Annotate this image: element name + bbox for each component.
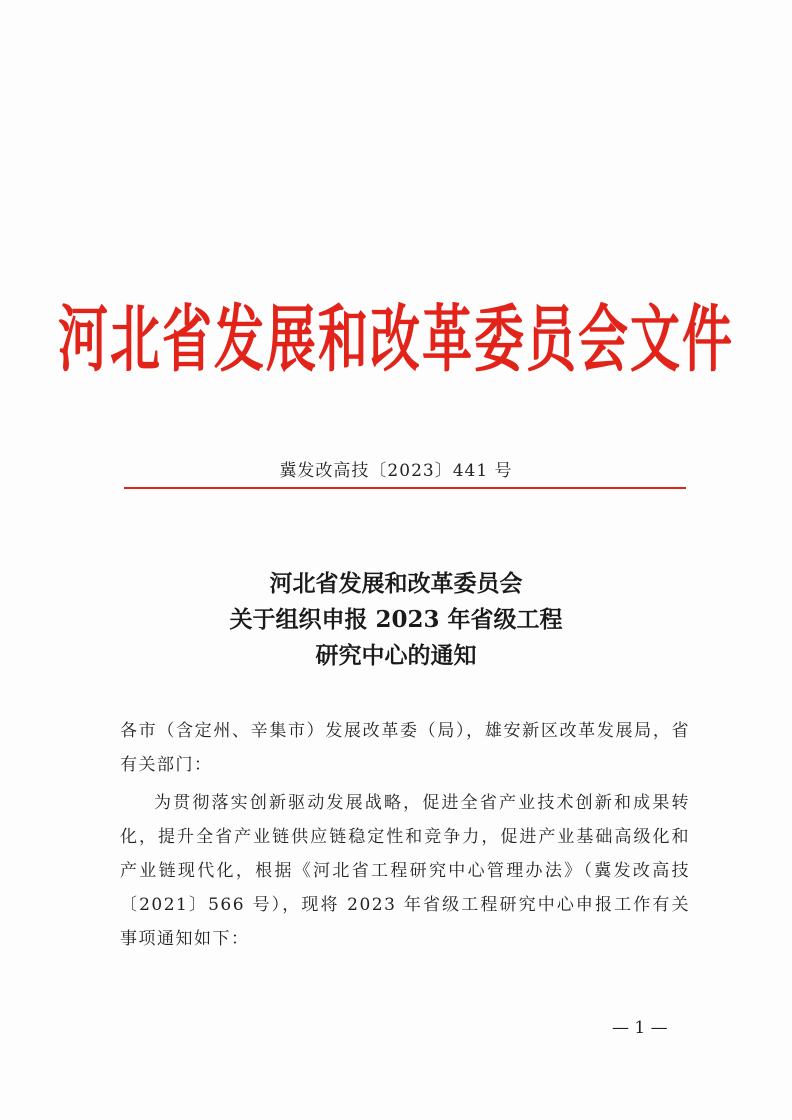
document-title [0,566,792,674]
document-number: 冀发改高技〔2023〕441 号 [279,461,513,481]
addressee-text: 各市（含定州、辛集市）发展改革委（局），雄安新区改革发展局，省有关部门： [120,721,690,775]
red-divider-line [124,487,686,489]
page-number: — 1 — [612,1018,668,1038]
title-line-1: 河北省发展和改革委员会 [269,570,523,597]
title-line-3: 研究中心的通知 [315,642,477,669]
document-masthead: 河北省发展和改革委员会文件 [58,297,734,383]
document-body [120,714,690,956]
body-paragraph: 为贯彻落实创新驱动发展战略，促进全省产业技术创新和成果转化，提升全省产业链供应链稳定性和竞争力，促进产业基础高级化和产业链现代化，根据《河北省工程研究中心管理办法》（冀发改高技〔2021〕566 号），现将 2023 年省级工程研究中心申报工作有关事项通知如下： [120,793,690,949]
title-line-2: 关于组织申报 2023 年省级工程 [229,606,563,633]
